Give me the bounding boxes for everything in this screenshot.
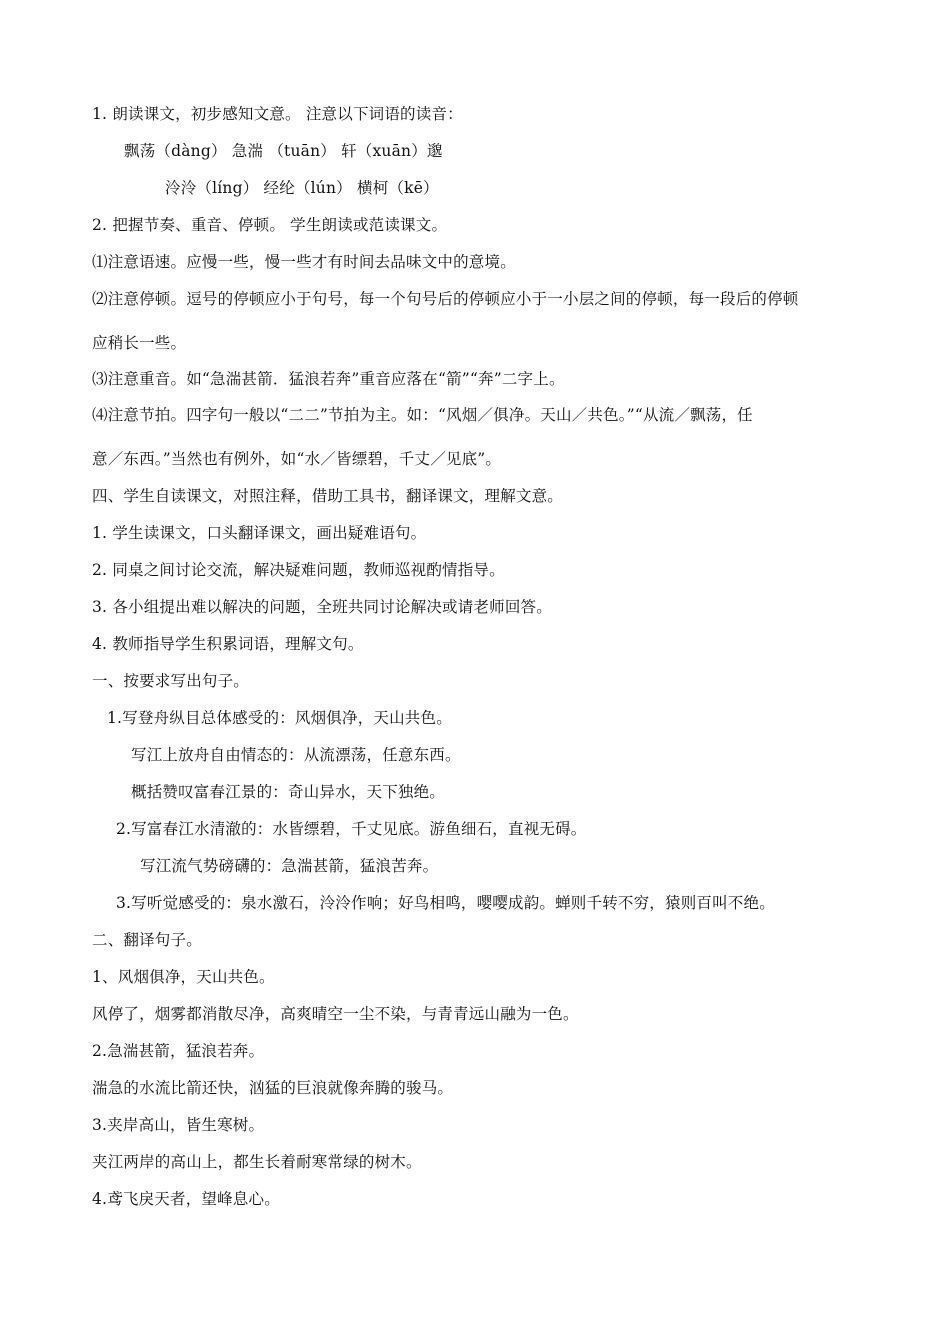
text-line: ⑵注意停顿。逗号的停顿应小于句号，每一个句号后的停顿应小于一小层之间的停顿，每一段后的停顿 [92, 290, 799, 308]
text-line: 泠泠（líng） 经纶（lún） 横柯（kē） [165, 179, 439, 197]
text-line: 四、学生自读课文，对照注释，借助工具书，翻译课文，理解文意。 [92, 487, 564, 505]
text-line: 3.写听觉感受的：泉水激石，泠泠作响；好鸟相鸣，嘤嘤成韵。蝉则千转不穷，猿则百叫不绝。 [116, 894, 775, 912]
text-line: 湍急的水流比箭还快，汹猛的巨浪就像奔腾的骏马。 [92, 1079, 454, 1097]
text-line: 3. 各小组提出难以解决的问题，全班共同讨论解决或请老师回答。 [92, 598, 552, 616]
text-line: 飘荡（dàng） 急湍 （tuān） 轩（xuān）邈 [124, 142, 443, 160]
text-line: 写江流气势磅礴的：急湍甚箭，猛浪苦奔。 [140, 857, 439, 875]
text-line: 应稍长一些。 [92, 334, 187, 352]
text-line: 风停了，烟雾都消散尽净，高爽晴空一尘不染，与青青远山融为一色。 [92, 1005, 579, 1023]
text-line: ⑶注意重音。如“急湍甚箭．猛浪若奔”重音应落在“箭”“奔”二字上。 [92, 370, 565, 388]
text-line: 1.写登舟纵目总体感受的：风烟俱净，天山共色。 [107, 709, 452, 727]
text-line: 2. 把握节奏、重音、停顿。 学生朗读或范读课文。 [92, 216, 448, 234]
text-line: 1、风烟俱净，天山共色。 [92, 968, 275, 986]
text-line: 1. 朗读课文，初步感知文意。 注意以下词语的读音： [92, 105, 463, 123]
text-line: 4. 教师指导学生积累词语，理解文句。 [92, 635, 364, 653]
text-line: 一、按要求写出句子。 [92, 672, 250, 690]
text-line: 1. 学生读课文，口头翻译课文，画出疑难语句。 [92, 524, 427, 542]
text-line: 3.夹岸高山，皆生寒树。 [92, 1116, 265, 1134]
text-line: 4.鸢飞戾天者，望峰息心。 [92, 1190, 280, 1208]
text-line: 写江上放舟自由情态的：从流漂荡，任意东西。 [131, 746, 461, 764]
text-line: 夹江两岸的高山上，都生长着耐寒常绿的树木。 [92, 1153, 422, 1171]
text-line: ⑴注意语速。应慢一些，慢一些才有时间去品味文中的意境。 [92, 253, 516, 271]
text-line: 概括赞叹富春江景的：奇山异水，天下独绝。 [131, 783, 446, 801]
text-line: 意／东西。”当然也有例外，如“水／皆缥碧，千丈／见底”。 [92, 450, 502, 468]
text-line: ⑷注意节拍。四字句一般以“二二”节拍为主。如：“风烟／俱净。天山／共色。”“从流／飘荡，任 [92, 406, 753, 424]
text-line: 2.写富春江水清澈的：水皆缥碧，千丈见底。游鱼细石，直视无碍。 [116, 820, 587, 838]
text-line: 二、翻译句子。 [92, 931, 202, 949]
text-line: 2.急湍甚箭，猛浪若奔。 [92, 1042, 265, 1060]
text-line: 2. 同桌之间讨论交流，解决疑难问题，教师巡视酌情指导。 [92, 561, 505, 579]
